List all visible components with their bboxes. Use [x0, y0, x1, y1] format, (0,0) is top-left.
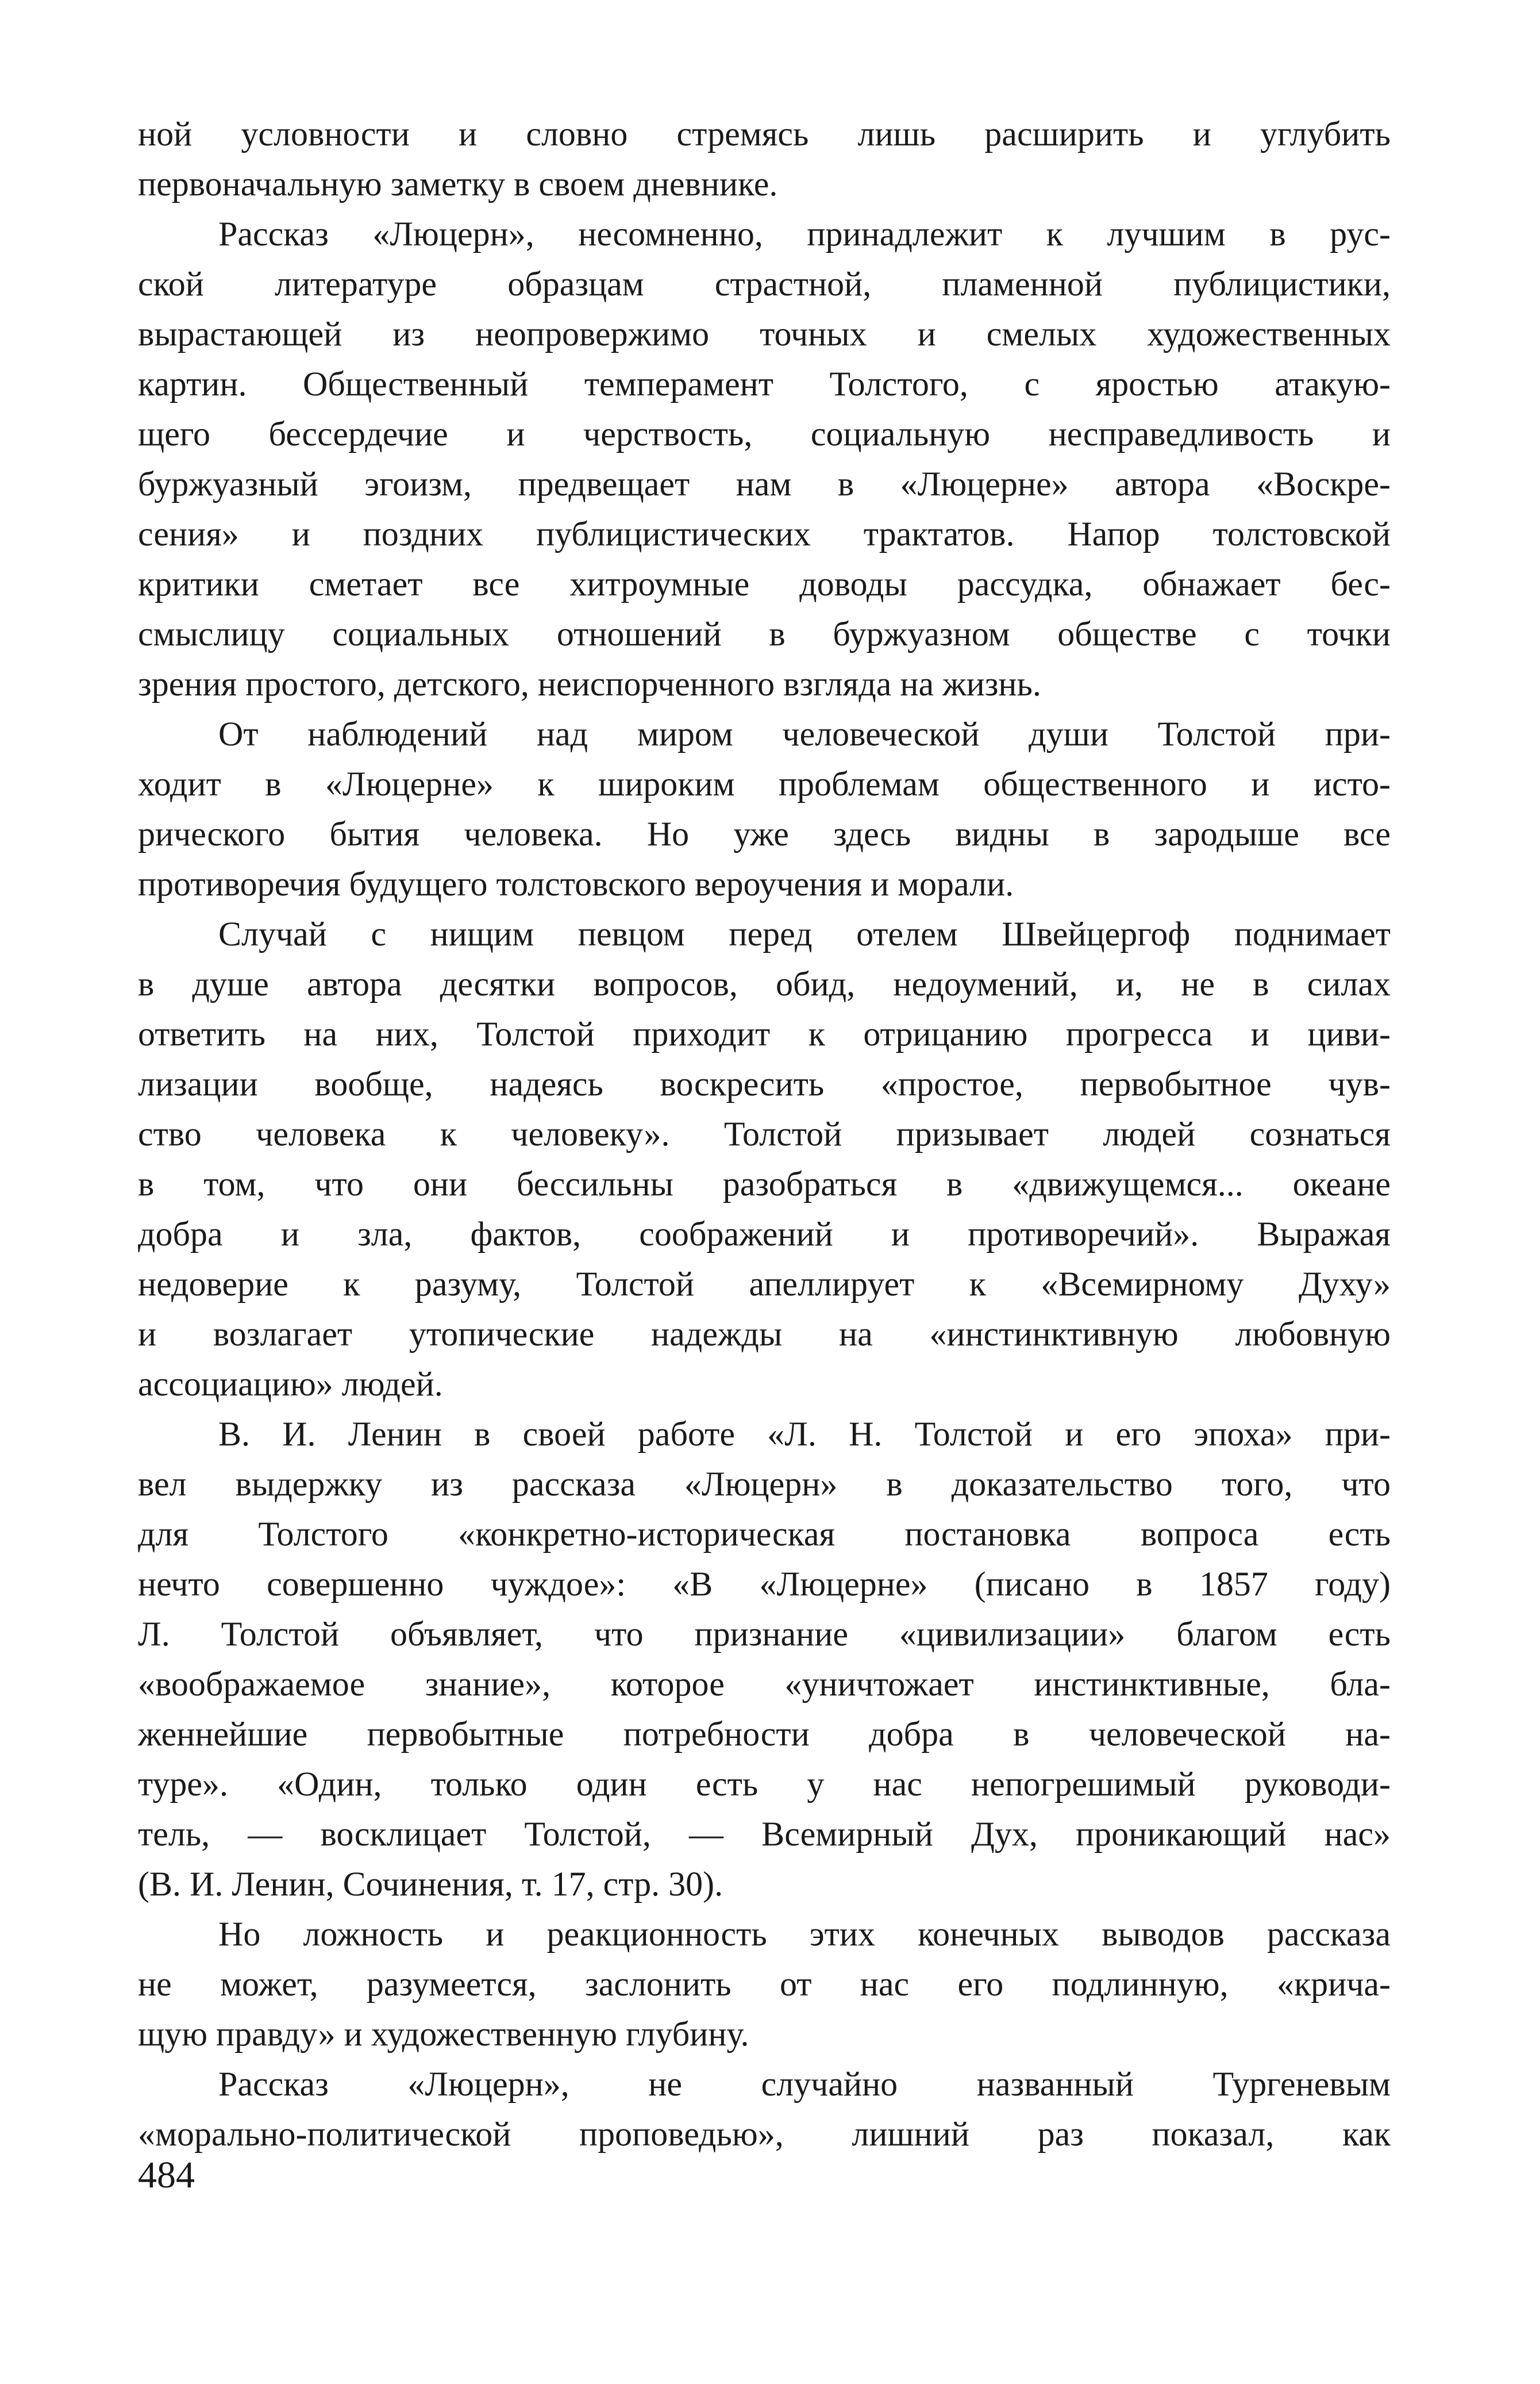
text-line: буржуазный эгоизм, предвещает нам в «Люцерне» автора «Воскре- [138, 465, 1391, 503]
text-line: тель, — восклицает Толстой, — Всемирный Дух, проникающий нас» [138, 1815, 1391, 1853]
text-line: ассоциацию» людей. [138, 1365, 443, 1403]
text-line: в том, что они бессильны разобраться в «движущемся... океане [138, 1165, 1391, 1203]
text-line: нечто совершенно чуждое»: «В «Люцерне» (писано в 1857 году) [138, 1565, 1391, 1603]
paragraph-6 [138, 1909, 1391, 2059]
text-line: Рассказ «Люцерн», не случайно названный Тургеневым [218, 2065, 1391, 2103]
text-line: добра и зла, фактов, соображений и противоречий». Выражая [138, 1215, 1391, 1253]
text-line: первоначальную заметку в своем дневнике. [138, 165, 778, 203]
paragraph-2 [138, 209, 1391, 709]
text-line: ной условности и словно стремясь лишь расширить и углубить [138, 115, 1391, 153]
text-line: в душе автора десятки вопросов, обид, недоумений, и, не в силах [138, 965, 1391, 1003]
text-line: сения» и поздних публицистических трактатов. Напор толстовской [138, 515, 1391, 553]
paragraph-4 [138, 909, 1391, 1409]
text-line: щего бессердечие и черствость, социальную несправедливость и [138, 415, 1391, 453]
text-line: вел выдержку из рассказа «Люцерн» в доказательство того, что [138, 1465, 1391, 1503]
text-line: От наблюдений над миром человеческой души Толстой при- [218, 715, 1391, 753]
paragraph-1 [138, 109, 1391, 209]
text-line: зрения простого, детского, неиспорченного взгляда на жизнь. [138, 665, 1041, 703]
paragraph-5 [138, 1409, 1391, 1909]
text-line: ответить на них, Толстой приходит к отрицанию прогресса и циви- [138, 1015, 1391, 1053]
text-line: противоречия будущего толстовского вероучения и морали. [138, 865, 1014, 903]
text-line: недоверие к разуму, Толстой апеллирует к «Всемирному Духу» [138, 1265, 1391, 1303]
text-line: вырастающей из неопровержимо точных и смелых художественных [138, 315, 1391, 353]
text-line: лизации вообще, надеясь воскресить «простое, первобытное чув- [138, 1065, 1391, 1103]
text-line: для Толстого «конкретно-историческая постановка вопроса есть [138, 1515, 1391, 1553]
text-line: щую правду» и художественную глубину. [138, 2015, 749, 2053]
text-line: «воображаемое знание», которое «уничтожает инстинктивные, бла- [138, 1665, 1391, 1703]
text-line: Л. Толстой объявляет, что признание «цивилизации» благом есть [138, 1615, 1391, 1653]
text-line: Рассказ «Люцерн», несомненно, принадлежит к лучшим в рус- [218, 215, 1391, 253]
text-line: Но ложность и реакционность этих конечных выводов рассказа [218, 1915, 1391, 1953]
text-line: картин. Общественный темперамент Толстого, с яростью атакую- [138, 365, 1391, 403]
text-line: и возлагает утопические надежды на «инстинктивную любовную [138, 1315, 1391, 1353]
text-line: ходит в «Люцерне» к широким проблемам общественного и исто- [138, 765, 1391, 803]
text-line: Случай с нищим певцом перед отелем Швейцергоф поднимает [218, 915, 1391, 953]
page-body [138, 109, 1391, 2159]
text-line: ской литературе образцам страстной, пламенной публицистики, [138, 265, 1391, 303]
text-line: В. И. Ленин в своей работе «Л. Н. Толстой и его эпоха» при- [218, 1415, 1391, 1453]
text-line: смыслицу социальных отношений в буржуазном обществе с точки [138, 615, 1391, 653]
text-line: туре». «Один, только один есть у нас непогрешимый руководи- [138, 1765, 1391, 1803]
text-line: женнейшие первобытные потребности добра в человеческой на- [138, 1715, 1391, 1753]
text-line: рического бытия человека. Но уже здесь видны в зародыше все [138, 815, 1391, 853]
paragraph-3 [138, 709, 1391, 909]
text-line: (В. И. Ленин, Сочинения, т. 17, стр. 30). [138, 1865, 723, 1903]
paragraph-7 [138, 2059, 1391, 2159]
text-line: не может, разумеется, заслонить от нас его подлинную, «крича- [138, 1965, 1391, 2003]
text-line: «морально-политической проповедью», лишний раз показал, как [138, 2115, 1391, 2153]
page-number: 484 [138, 2154, 195, 2196]
text-line: ство человека к человеку». Толстой призывает людей сознаться [138, 1115, 1391, 1153]
text-line: критики сметает все хитроумные доводы рассудка, обнажает бес- [138, 565, 1391, 603]
